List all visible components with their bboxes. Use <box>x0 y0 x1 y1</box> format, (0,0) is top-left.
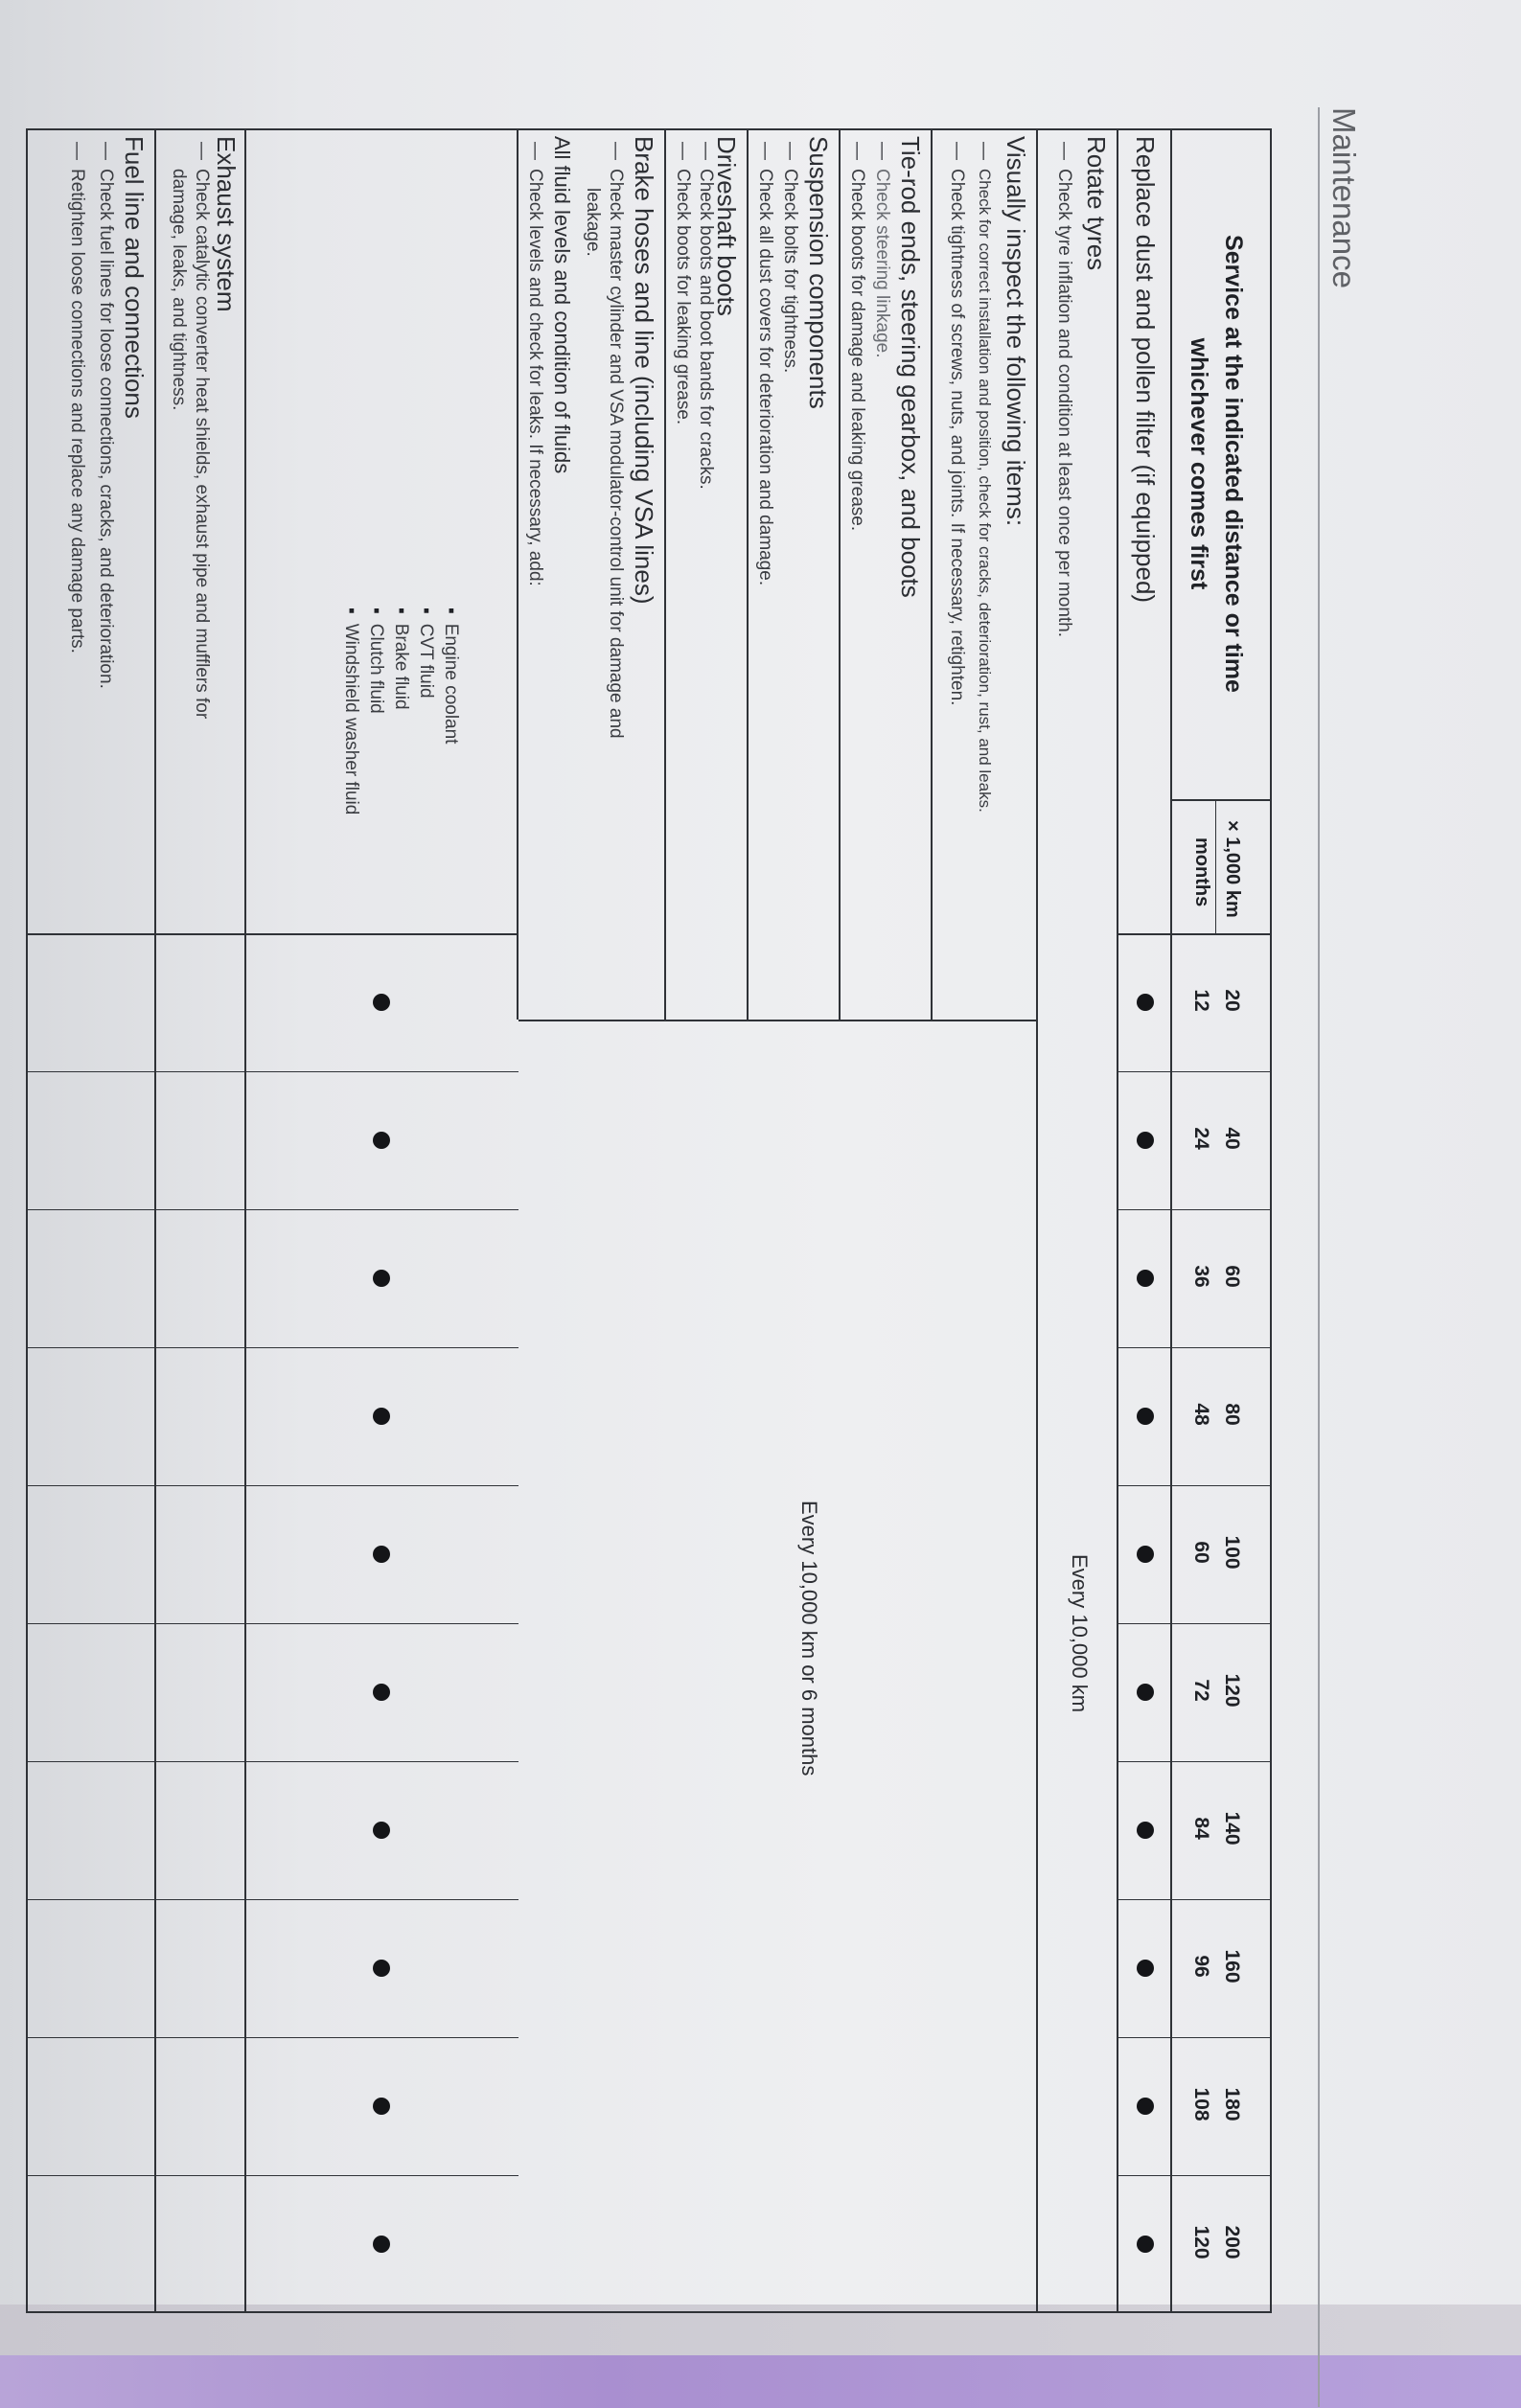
dash-marker: — <box>974 142 994 160</box>
row-rule <box>839 128 841 1020</box>
dash-marker: — <box>755 142 775 160</box>
row-fluid-levels: All fluid levels and condition of fluids <box>550 136 574 474</box>
dash-marker: — <box>780 142 800 160</box>
dash-marker: — <box>847 142 867 160</box>
row-fuel-line: Fuel line and connections <box>120 136 149 419</box>
header-divider <box>1172 799 1272 801</box>
column-rule <box>28 2175 519 2176</box>
service-dot-dust-filter-200 <box>1137 2236 1154 2253</box>
exhaust-note-2: damage, leaks, and tightness. <box>169 169 189 411</box>
column-rule <box>28 1899 519 1900</box>
interval-km-20: 20 <box>1221 989 1243 1012</box>
service-dot-fluid-levels-180 <box>373 2098 390 2115</box>
header-bottom-rule <box>1170 128 1172 2313</box>
visual-inspect-note-2: Check tightness of screws, nuts, and joints. If necessary, retighten. <box>947 169 967 706</box>
service-dot-dust-filter-180 <box>1137 2098 1154 2115</box>
row-rule <box>1117 128 1118 2313</box>
row-rotate-tyres: Rotate tyres <box>1082 136 1111 271</box>
interval-km-60: 60 <box>1221 1265 1243 1288</box>
column-rule <box>1118 1899 1272 1900</box>
dash-marker: — <box>192 142 212 160</box>
interval-km-120: 120 <box>1221 1673 1243 1708</box>
column-rule <box>1118 2037 1272 2038</box>
interval-months-96: 96 <box>1190 1955 1212 1978</box>
fluid-item: ▪ CVT fluid <box>415 608 436 699</box>
row-rule <box>154 128 156 2313</box>
column-rule <box>1118 1347 1272 1348</box>
row-rule <box>1036 128 1038 2313</box>
service-dot-dust-filter-100 <box>1137 1546 1154 1563</box>
header-title-line2: whichever comes first <box>1186 337 1212 590</box>
column-rule <box>1118 1485 1272 1486</box>
table-border-bottom <box>26 128 28 2313</box>
tie-rod-note-1: Check steering linkage. <box>872 169 892 358</box>
driveshaft-note-1: Check boots and boot bands for cracks. <box>696 169 716 490</box>
service-dot-dust-filter-160 <box>1137 1960 1154 1977</box>
inspection-interval: Every 10,000 km or 6 months <box>797 1501 821 1777</box>
unit-km-label: × 1,000 km <box>1222 820 1243 918</box>
dash-marker: — <box>947 142 967 160</box>
interval-km-80: 80 <box>1221 1403 1243 1426</box>
row-visual-inspect: Visually inspect the following items: <box>1002 136 1030 527</box>
column-rule <box>1118 1209 1272 1210</box>
interval-months-108: 108 <box>1190 2087 1212 2121</box>
service-dot-fluid-levels-120 <box>373 1684 390 1701</box>
interval-months-84: 84 <box>1190 1817 1212 1840</box>
row-brake-hoses: Brake hoses and line (including VSA lines) <box>630 136 658 605</box>
service-dot-fluid-levels-20 <box>373 994 390 1011</box>
interval-months-120: 120 <box>1190 2225 1212 2259</box>
suspension-note-1: Check bolts for tightness. <box>780 169 800 374</box>
interval-km-100: 100 <box>1221 1535 1243 1570</box>
service-dot-fluid-levels-40 <box>373 1132 390 1149</box>
header-title <box>1182 128 1251 799</box>
interval-months-60: 60 <box>1190 1541 1212 1564</box>
column-rule <box>28 2037 519 2038</box>
dash-marker: — <box>673 142 693 160</box>
column-rule <box>28 1485 519 1486</box>
interval-months-24: 24 <box>1190 1127 1212 1150</box>
column-rule <box>28 1761 519 1762</box>
row-driveshaft: Driveshaft boots <box>712 136 741 316</box>
rotate-tyres-interval: Every 10,000 km <box>1068 1554 1092 1713</box>
service-dot-fluid-levels-160 <box>373 1960 390 1977</box>
span-divider <box>519 1020 1038 1021</box>
fluid-item: ▪ Engine coolant <box>440 608 461 744</box>
driveshaft-note-2: Check boots for leaking grease. <box>673 169 693 425</box>
service-dot-fluid-levels-100 <box>373 1546 390 1563</box>
column-rule <box>1118 2175 1272 2176</box>
column-rule <box>28 1071 519 1072</box>
column-rule <box>28 1623 519 1624</box>
column-rule <box>1118 1071 1272 1072</box>
tie-rod-note-2: Check boots for damage and leaking grease. <box>847 169 867 532</box>
row-suspension: Suspension components <box>804 136 833 409</box>
row-rule <box>244 128 246 2313</box>
column-rule <box>1118 1761 1272 1762</box>
service-dot-fluid-levels-80 <box>373 1408 390 1425</box>
dash-marker: — <box>1054 142 1074 160</box>
service-dot-fluid-levels-140 <box>373 1822 390 1839</box>
table-border-left <box>26 128 1272 130</box>
interval-km-200: 200 <box>1221 2225 1243 2259</box>
brake-hoses-note-2: leakage. <box>583 188 603 257</box>
exhaust-note-1: Check catalytic converter heat shields, exhaust pipe and mufflers for <box>192 169 212 720</box>
interval-months-48: 48 <box>1190 1403 1212 1426</box>
row-rule <box>747 128 749 1020</box>
interval-km-140: 140 <box>1221 1811 1243 1846</box>
dash-marker: — <box>96 142 116 160</box>
table-border-top <box>1270 128 1272 2313</box>
interval-km-40: 40 <box>1221 1127 1243 1150</box>
title-rule <box>1318 107 1320 2407</box>
row-exhaust: Exhaust system <box>212 136 241 312</box>
service-dot-fluid-levels-60 <box>373 1270 390 1287</box>
dash-marker: — <box>606 142 626 160</box>
interval-km-180: 180 <box>1221 2087 1243 2121</box>
brake-hoses-note-1: Check master cylinder and VSA modulator-control unit for damage and <box>606 169 626 739</box>
row-rotate-tyres-note: Check tyre inflation and condition at least once per month. <box>1054 169 1074 638</box>
service-dot-dust-filter-20 <box>1137 994 1154 1011</box>
first-col-divider <box>28 933 519 935</box>
fluid-item: ▪ Clutch fluid <box>365 608 386 714</box>
service-dot-dust-filter-80 <box>1137 1408 1154 1425</box>
interval-months-36: 36 <box>1190 1265 1212 1288</box>
row-dust-filter: Replace dust and pollen filter (if equipped) <box>1131 136 1160 604</box>
header-title-line1: Service at the indicated distance or time <box>1220 235 1247 693</box>
dash-marker: — <box>872 142 892 160</box>
interval-months-12: 12 <box>1190 989 1212 1012</box>
unit-divider <box>1215 799 1216 933</box>
dash-marker: — <box>696 142 716 160</box>
row-rule <box>664 128 666 1020</box>
service-dot-dust-filter-60 <box>1137 1270 1154 1287</box>
dash-marker: — <box>525 142 545 160</box>
unit-months-label: months <box>1191 837 1212 907</box>
interval-km-160: 160 <box>1221 1949 1243 1984</box>
service-dot-fluid-levels-200 <box>373 2236 390 2253</box>
row-tie-rod: Tie-rod ends, steering gearbox, and boots <box>896 136 925 598</box>
column-rule <box>28 1347 519 1348</box>
service-dot-dust-filter-140 <box>1137 1822 1154 1839</box>
page-title: Maintenance <box>1326 107 1362 288</box>
fluid-item: ▪ Brake fluid <box>390 608 411 710</box>
column-rule <box>28 1209 519 1210</box>
dash-marker: — <box>67 142 87 160</box>
service-dot-dust-filter-120 <box>1137 1684 1154 1701</box>
visual-inspect-note-1: Check for correct installation and position, check for cracks, deterioration, rust, and leaks. <box>976 169 994 813</box>
suspension-note-2: Check all dust covers for deterioration and damage. <box>755 169 775 586</box>
row-rule <box>931 128 933 1020</box>
row-rule <box>517 128 519 1020</box>
fuel-line-note-2: Retighten loose connections and replace any damage parts. <box>67 169 87 654</box>
service-dot-dust-filter-40 <box>1137 1132 1154 1149</box>
table-border-right <box>26 2311 1272 2313</box>
interval-months-72: 72 <box>1190 1679 1212 1702</box>
fuel-line-note-1: Check fuel lines for loose connections, cracks, and deterioration. <box>96 169 116 689</box>
fluid-levels-note: Check levels and check for leaks. If necessary, add: <box>525 169 545 586</box>
column-rule <box>1118 1623 1272 1624</box>
fluid-item: ▪ Windshield washer fluid <box>340 608 361 814</box>
maintenance-schedule-table <box>26 128 1272 2313</box>
